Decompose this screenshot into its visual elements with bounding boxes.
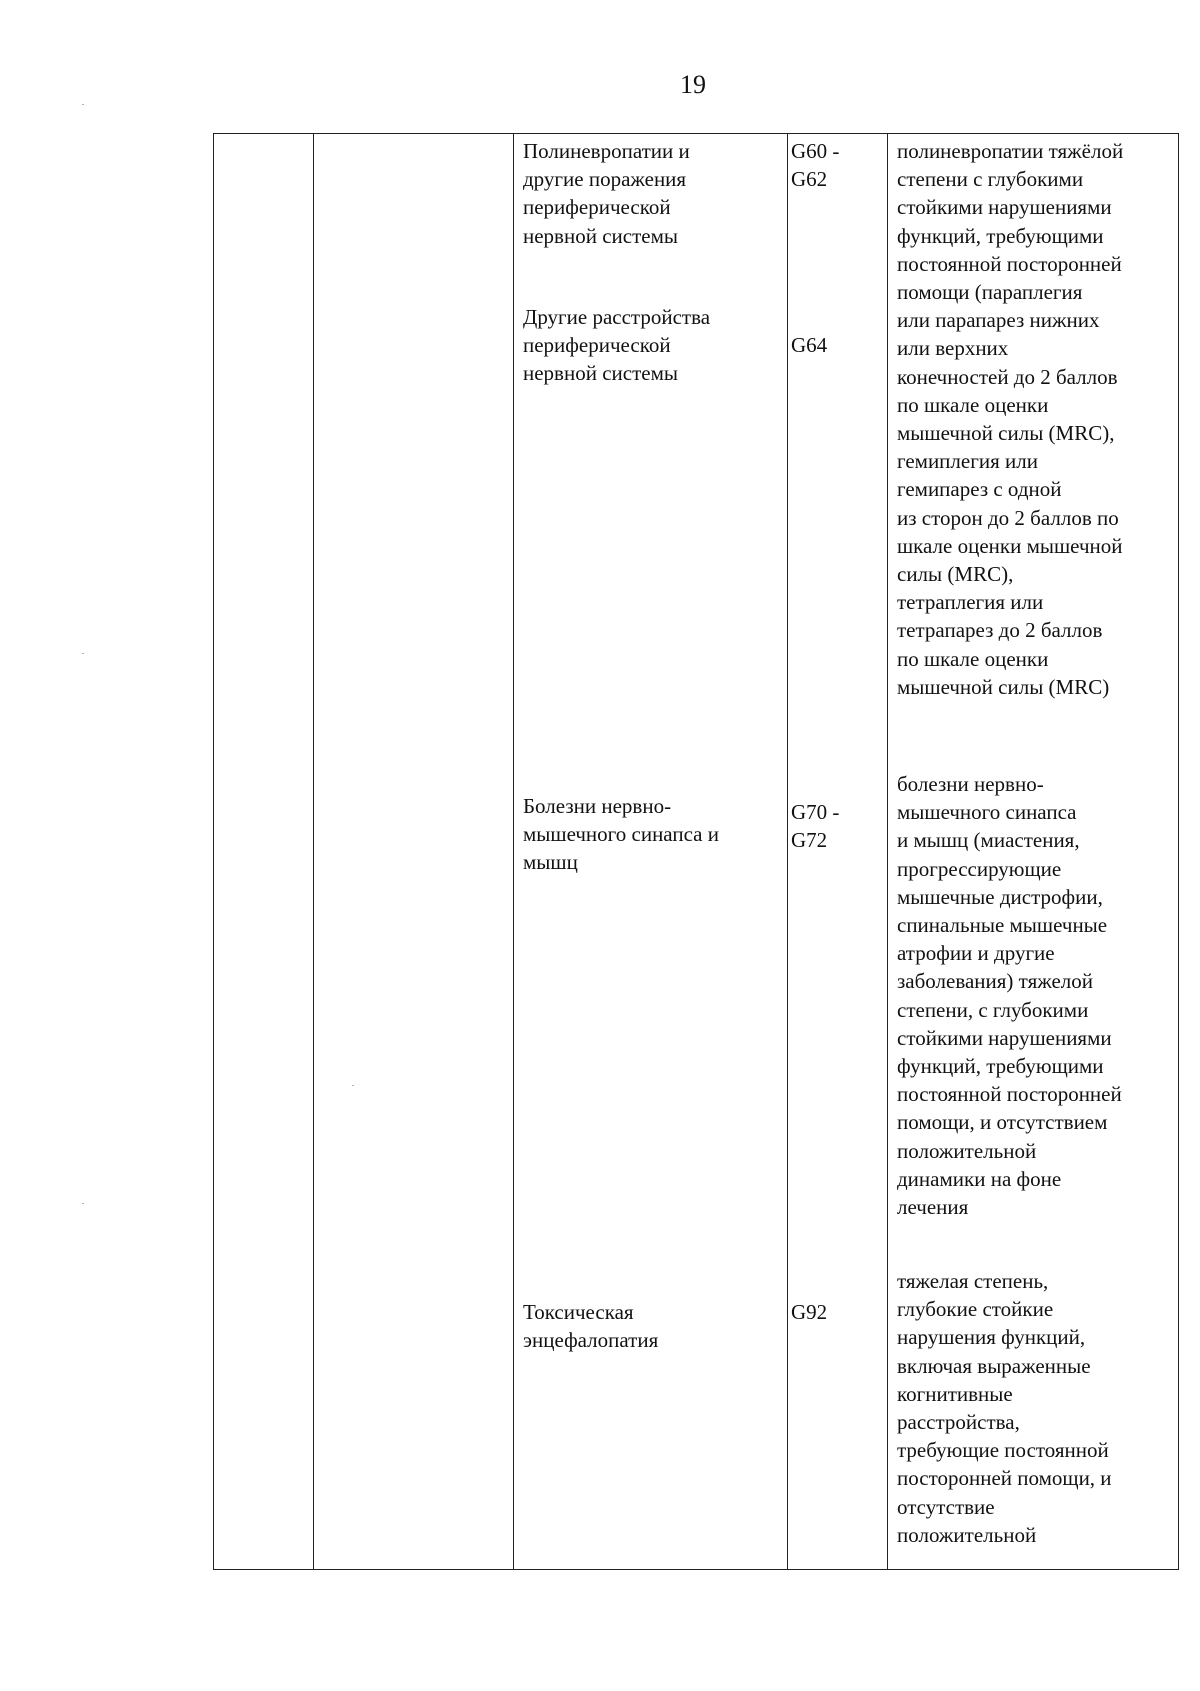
criteria-cell: тяжелая степень, глубокие стойкие нарушения функций, включая выраженные когнитивные расстройства, требующие постоянной посторонней помощи, и отсутствие положительной — [897, 1269, 1112, 1547]
page-number: 19 — [680, 70, 706, 99]
scan-speck — [82, 104, 84, 105]
scan-speck — [352, 1085, 354, 1086]
column-divider-4 — [887, 134, 888, 1569]
disease-name-cell: Другие расстройства периферической нервной системы — [523, 305, 711, 386]
disease-name-cell: Полиневропатии и другие поражения периферической нервной системы — [523, 139, 690, 248]
disease-name-cell: Болезни нервно- мышечного синапса и мышц — [523, 794, 719, 875]
icd-code-cell: G70 - G72 — [791, 800, 840, 853]
criteria-cell: полиневропатии тяжёлой степени с глубокими стойкими нарушениями функций, требующими постоянной посторонней помощи (параплегия или парапарез нижних или верхних конечностей до 2 баллов по шкале оценки мышечной силы (MRC), гемиплегия или гемипарез с одной из сторон до 2 баллов по шкале оценки мышечной силы (MRC), тетраплегия или тетрапарез до 2 баллов по шкале оценки мышечной силы (MRC) — [897, 139, 1124, 699]
scan-speck — [82, 653, 84, 654]
column-divider-2 — [513, 134, 514, 1569]
column-divider-1 — [313, 134, 314, 1569]
criteria-cell: болезни нервно- мышечного синапса и мышц (миастения, прогрессирующие мышечные дистрофии, спинальные мышечные атрофии и другие заболевания) тяжелой степени, с глубокими стойкими нарушениями функций, требующими постоянной посторонней помощи, и отсутствием положительной динамики на фоне лечения — [897, 772, 1122, 1220]
scan-speck — [82, 1203, 84, 1204]
disease-name-cell: Токсическая энцефалопатия — [523, 1300, 659, 1353]
icd-code-cell: G92 — [791, 1300, 828, 1324]
icd-code-cell: G64 — [791, 333, 828, 357]
icd-code-cell: G60 - G62 — [791, 139, 840, 192]
column-divider-3 — [787, 134, 788, 1569]
disease-table — [213, 133, 1179, 1570]
